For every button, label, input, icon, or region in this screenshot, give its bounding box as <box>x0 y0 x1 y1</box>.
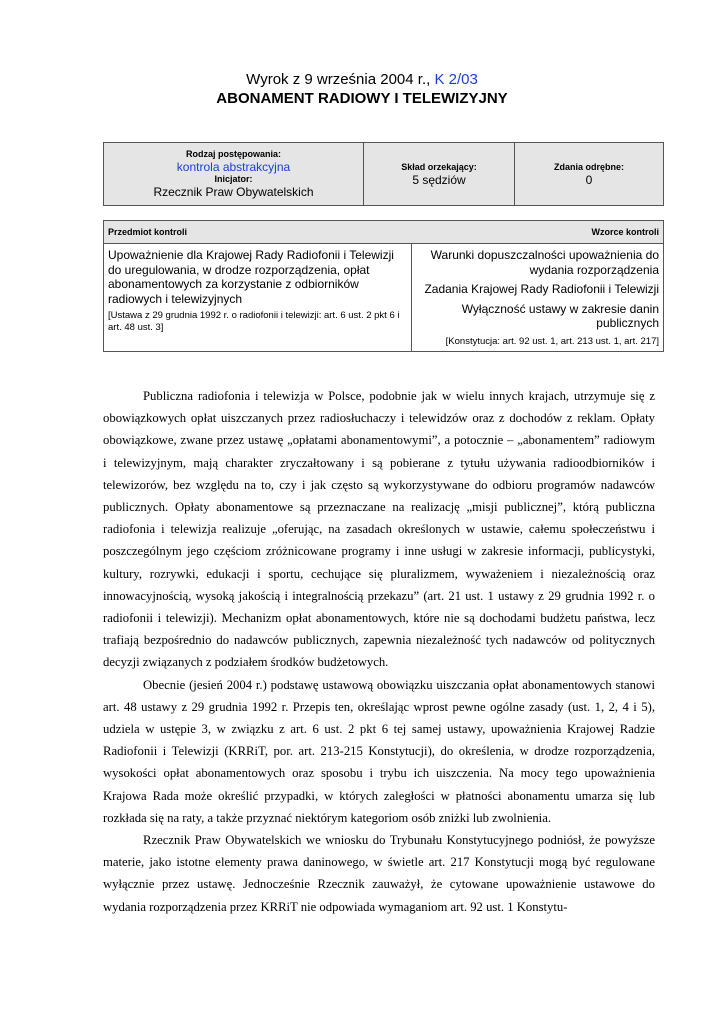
subject-column <box>104 244 412 351</box>
proceeding-label: Rodzaj postępowania: <box>185 149 281 159</box>
control-box <box>103 220 664 352</box>
standards-reference: [Konstytucja: art. 92 ust. 1, art. 213 ust. 1, art. 217] <box>445 335 659 347</box>
judgment-subtitle: ABONAMENT RADIOWY I TELEWIZYJNY <box>216 90 508 107</box>
dissent-label: Zdania odrębne: <box>553 161 624 172</box>
judgment-title <box>0 70 724 89</box>
initiator-label: Inicjator: <box>214 174 253 184</box>
standard-item: Wyłączność ustawy w zakresie danin publicznych <box>461 301 659 330</box>
body-paragraph: Obecnie (jesień 2004 r.) podstawę ustawową obowiązku uiszczania opłat abonamentowych stanowi art. 48 ustawy z 29 grudnia 1992 r. Przepis ten, określając wprost pewne ogólne zasady (ust. 1, 2, 4 i 5), udziela w ustępie 3, w związku z art. 6 ust. 2 pkt 6 tej samej ustawy, upoważnienia Krajowej Radzie Radiofonii i Telewizji (KRRiT, por. art. 213-215 Konstytucji), do określenia, w drodze rozporządzenia, wysokości opłat abonamentowych oraz sposobu i trybu ich uiszczenia. Na mocy tego upoważnienia Krajowa Rada może określić przypadki, w których zaległości w płatności abonamentu umarza się lub rozkłada się na raty, a także przyznać niektórym kategoriom osób zniżki lub zwolnienia. <box>103 677 655 825</box>
panel-cell <box>364 143 515 205</box>
subject-reference: [Ustawa z 29 grudnia 1992 r. o radiofonii i telewizji: art. 6 ust. 2 pkt 6 i art. 48 ust. 3] <box>108 310 400 333</box>
subject-header: Przedmiot kontroli <box>108 227 188 237</box>
dissent-cell <box>515 143 663 205</box>
title-prefix: Wyrok z 9 września 2004 r., <box>246 71 435 88</box>
body-paragraph: Publiczna radiofonia i telewizja w Polsce, podobnie jak w wielu innych krajach, utrzymuje się z obowiązkowych opłat uiszczanych przez radiosłuchaczy i telewidzów oraz z dochodów z reklam. Opłaty obowiązkowe, zwane przez ustawę „opłatami abonamentowymi”, a potocznie – „abonamentem” radiowym i telewizyjnym, mają charakter zryczałtowany i są pobierane z tytułu używania radioodbiorników i telewizorów, bez względu na to, czy i jak często są wykorzystywane do odbioru programów nadawców publicznych. Opłaty abonamentowe są przeznaczane na realizację „misji publicznej”, którą publiczna radiofonia i telewizja realizuje „oferując, na zasadach określonych w ustawie, całemu społeczeństwu i poszczególnym jego częściom zróżnicowane programy i inne usługi w zakresie informacji, publicystyki, kultury, rozrywki, edukacji i sportu, cechujące się pluralizmem, wyważeniem i niezależnością oraz innowacyjnością, wysoką jakością i integralnością przekazu” (art. 21 ust. 1 ustawy z 29 grudnia 1992 r. o radiofonii i telewizji). Mechanizm opłat abonamentowych, które nie są dochodami budżetu państwa, lecz trafiają bezpośrednio do nadawców publicznych, zapewnia niezależność tych nadawców od politycznych decyzji związanych z podziałem środków budżetowych. <box>103 389 655 670</box>
standard-item: Zadania Krajowej Rady Radiofonii i Telewizji <box>424 282 659 296</box>
dissent-value: 0 <box>585 172 593 187</box>
initiator-value: Rzecznik Praw Obywatelskich <box>153 185 314 199</box>
proceeding-value-link[interactable]: kontrola abstrakcyjna <box>176 160 291 174</box>
panel-value: 5 sędziów <box>412 172 466 187</box>
document-header <box>0 70 724 108</box>
proceeding-cell <box>104 143 364 205</box>
control-box-body <box>104 244 663 351</box>
standards-column <box>412 244 663 351</box>
standard-item: Warunki dopuszczalności upoważnienia do wydania rozporządzenia <box>430 248 659 277</box>
body-paragraph: Rzecznik Praw Obywatelskich we wniosku do Trybunału Konstytucyjnego podniósł, że powyższe materie, jako istotne elementy prawa daninowego, w świetle art. 217 Konstytucji mogą być regulowane wyłącznie przez ustawę. Jednocześnie Rzecznik zauważył, że cytowane upoważnienie ustawowe do wydania rozporządzenia przez KRRiT nie odpowiada wymaganiom art. 92 ust. 1 Konstytu- <box>103 833 655 914</box>
case-number-link[interactable]: K 2/03 <box>434 71 478 88</box>
subject-text: Upoważnienie dla Krajowej Rady Radiofonii i Telewizji do uregulowania, w drodze rozporządzenia, opłat abonamentowych za korzystanie z odbiorników radiowych i telewizyjnych <box>108 248 394 306</box>
judgment-body <box>103 385 655 918</box>
panel-label: Skład orzekający: <box>401 161 477 172</box>
info-box <box>103 142 664 206</box>
standards-header: Wzorce kontroli <box>591 227 659 237</box>
control-box-header <box>104 221 663 244</box>
